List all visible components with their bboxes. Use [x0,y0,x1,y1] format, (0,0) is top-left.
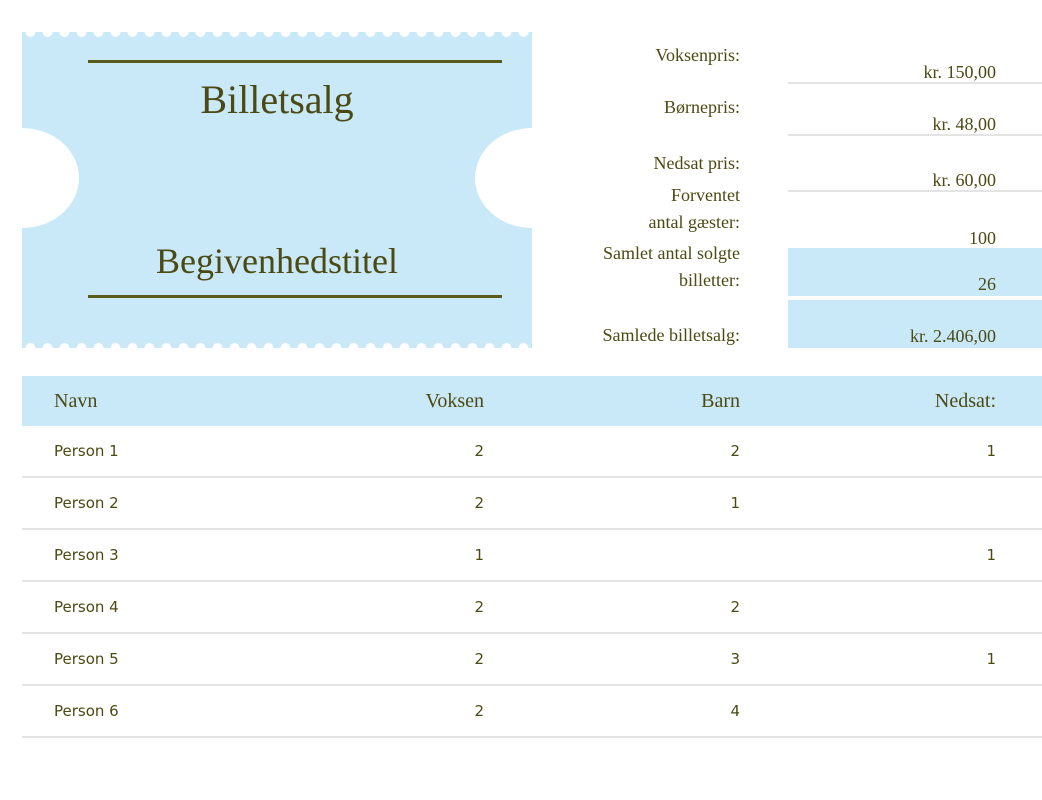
cell-adult: 2 [474,650,484,668]
cell-name: Person 1 [54,442,119,460]
cell-reduced: 1 [986,650,996,668]
cell-adult: 2 [474,598,484,616]
table-row [22,634,1042,686]
summary-label-line: billetter: [679,270,740,290]
summary-value: kr. 150,00 [788,56,1042,84]
cell-name: Person 3 [54,546,119,564]
ticket-bottom-rule [88,295,502,298]
cell-reduced: 1 [986,546,996,564]
summary-label [560,94,740,121]
cell-adult: 2 [474,494,484,512]
table-body [22,426,1042,738]
ticket-banner [22,32,532,348]
cell-reduced: 1 [986,442,996,460]
summary-value: kr. 48,00 [788,108,1042,136]
summary-label-line: Voksenpris: [655,45,740,65]
cell-name: Person 5 [54,650,119,668]
table-row [22,582,1042,634]
cell-child: 2 [730,442,740,460]
cell-adult: 2 [474,702,484,720]
summary-value: 26 [788,248,1042,296]
summary-value: kr. 60,00 [788,164,1042,192]
cell-adult: 2 [474,442,484,460]
summary-label [560,240,740,294]
table-row [22,686,1042,738]
summary-label-line: Forventet [671,185,740,205]
summary-label-line: Nedsat pris: [653,153,740,173]
cell-name: Person 4 [54,598,119,616]
summary-label-line: Samlede billetsalg: [602,325,740,345]
table-header [22,376,1042,426]
table-row [22,426,1042,478]
ticket-table [22,376,1042,738]
summary-label-line: Børnepris: [664,97,740,117]
summary-label-line: antal gæster: [648,212,740,232]
header-child: Barn [701,390,740,412]
cell-adult: 1 [474,546,484,564]
cell-child: 4 [730,702,740,720]
header-reduced: Nedsat: [934,390,996,412]
cell-child: 2 [730,598,740,616]
table-row [22,530,1042,582]
ticket-title: Billetsalg [200,77,354,122]
price-summary [560,32,1042,352]
cell-child: 1 [730,494,740,512]
summary-label [560,150,740,177]
summary-value: 100 [788,206,1042,250]
summary-label-line: Samlet antal solgte [603,243,740,263]
cell-name: Person 2 [54,494,119,512]
event-title: Begivenhedstitel [156,241,398,281]
header-name: Navn [54,390,98,412]
table-row [22,478,1042,530]
header-adult: Voksen [425,390,484,412]
ticket-top-rule [88,60,502,63]
summary-label [560,42,740,69]
cell-child: 3 [730,650,740,668]
summary-label [560,182,740,236]
summary-value: kr. 2.406,00 [788,300,1042,348]
summary-label [560,322,740,349]
cell-name: Person 6 [54,702,119,720]
